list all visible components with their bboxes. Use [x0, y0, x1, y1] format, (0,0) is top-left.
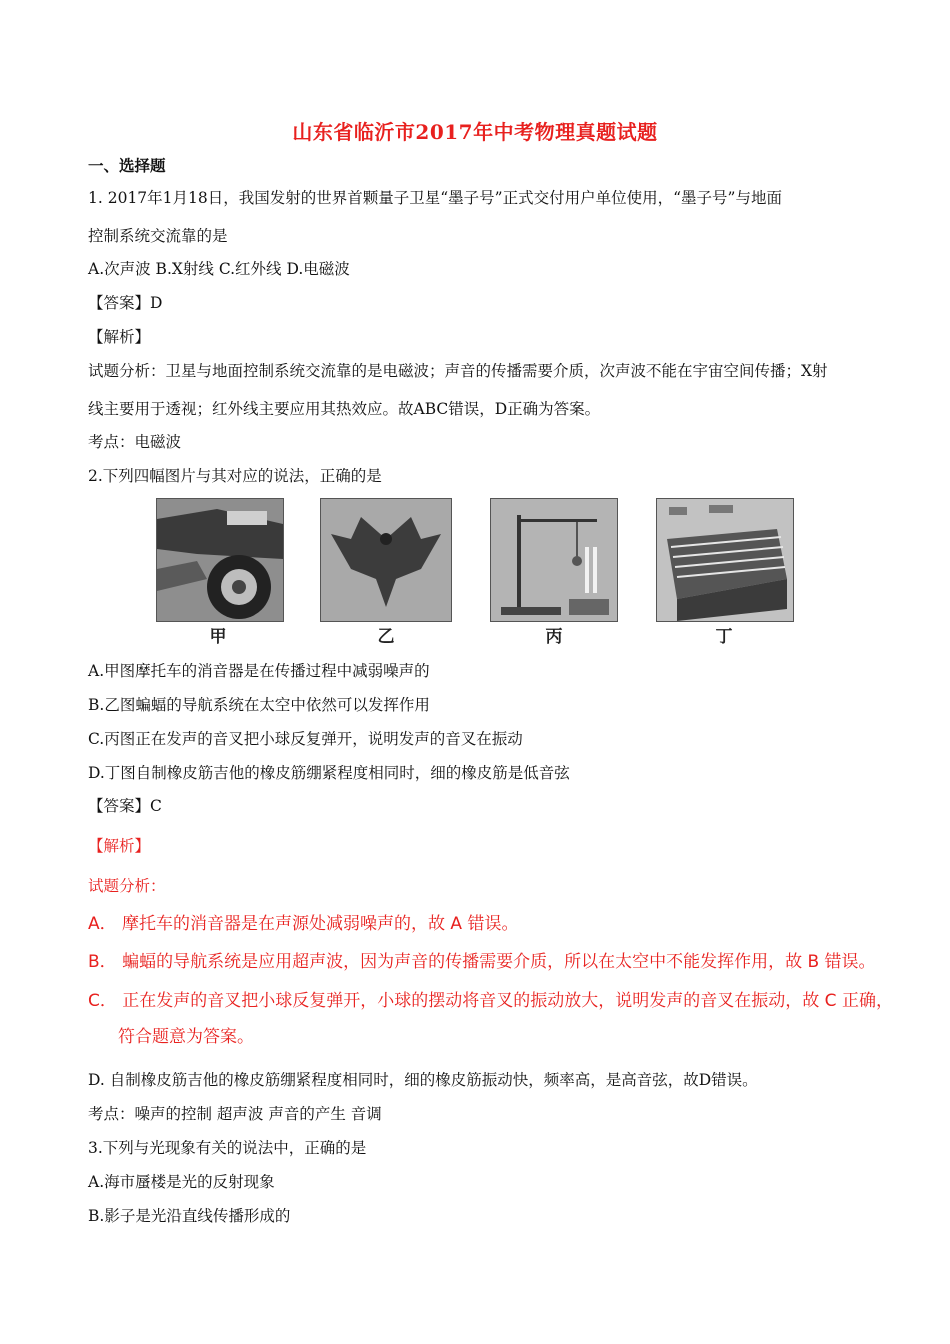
section-heading: 一、选择题 [88, 156, 166, 175]
figure-label-ding: 丁 [715, 627, 733, 647]
q1-stem-line2: 控制系统交流靠的是 [88, 227, 228, 245]
q1-analysis-label: 【解析】 [88, 328, 151, 346]
q3-option-b: B.影子是光沿直线传播形成的 [88, 1207, 291, 1225]
q2-option-c: C.丙图正在发声的音叉把小球反复弹开，说明发声的音叉在振动 [88, 730, 523, 748]
figure-label-yi: 乙 [377, 627, 395, 647]
q2-analysis-b: B． 蝙蝠的导航系统是应用超声波，因为声音的传播需要介质，所以在太空中不能发挥作用，故 B 错误。 [88, 952, 876, 972]
figure-panel-rubber-band-guitar [656, 498, 794, 622]
q3-stem: 3.下列与光现象有关的说法中，正确的是 [88, 1139, 367, 1157]
document-title: 山东省临沂市2017年中考物理真题试题 [292, 120, 658, 144]
figure-panel-bat [320, 498, 452, 622]
q2-analysis-a: A． 摩托车的消音器是在声源处减弱噪声的，故 A 错误。 [88, 914, 519, 934]
q2-analysis-d: D. 自制橡皮筋吉他的橡皮筋绷紧程度相同时，细的橡皮筋振动快，频率高，是高音弦，故D错误。 [88, 1071, 758, 1089]
q2-analysis-c-line2: 符合题意为答案。 [118, 1027, 254, 1047]
q1-answer: 【答案】D [88, 294, 163, 312]
q2-stem: 2.下列四幅图片与其对应的说法，正确的是 [88, 467, 382, 485]
q2-analysis-intro: 试题分析： [88, 877, 166, 895]
figure-label-bing: 丙 [545, 627, 563, 647]
q2-analysis-label: 【解析】 [88, 837, 151, 855]
q3-option-a: A.海市蜃楼是光的反射现象 [88, 1173, 275, 1191]
q2-option-d: D.丁图自制橡皮筋吉他的橡皮筋绷紧程度相同时，细的橡皮筋是低音弦 [88, 764, 570, 782]
q1-kaodian: 考点：电磁波 [88, 433, 182, 451]
tuning-fork-image [491, 499, 617, 621]
q1-stem-line1: 1. 2017年1月18日，我国发射的世界首颗量子卫星“墨子号”正式交付用户单位使用，“墨子号”与地面 [88, 189, 782, 207]
q2-answer: 【答案】C [88, 797, 162, 815]
q1-options: A.次声波 B.X射线 C.红外线 D.电磁波 [88, 260, 350, 278]
figure-label-jia: 甲 [209, 627, 227, 647]
q2-figure [152, 498, 796, 647]
q2-analysis-c-line1: C． 正在发声的音叉把小球反复弹开，小球的摆动将音叉的振动放大，说明发声的音叉在振动，故 C 正确， [88, 991, 893, 1011]
bat-image [321, 499, 451, 621]
q1-analysis-line1: 试题分析：卫星与地面控制系统交流靠的是电磁波；声音的传播需要介质，次声波不能在宇宙空间传播；X射 [88, 362, 828, 380]
q2-kaodian: 考点：噪声的控制 超声波 声音的产生 音调 [88, 1105, 382, 1123]
q2-option-a: A.甲图摩托车的消音器是在传播过程中减弱噪声的 [88, 662, 430, 680]
figure-panel-motorcycle [156, 498, 284, 622]
q1-analysis-line2: 线主要用于透视；红外线主要应用其热效应。故ABC错误，D正确为答案。 [88, 400, 601, 418]
motorcycle-image [157, 499, 283, 621]
figure-panel-tuning-fork [490, 498, 618, 622]
rubber-band-guitar-image [657, 499, 793, 621]
q2-option-b: B.乙图蝙蝠的导航系统在太空中依然可以发挥作用 [88, 696, 430, 714]
